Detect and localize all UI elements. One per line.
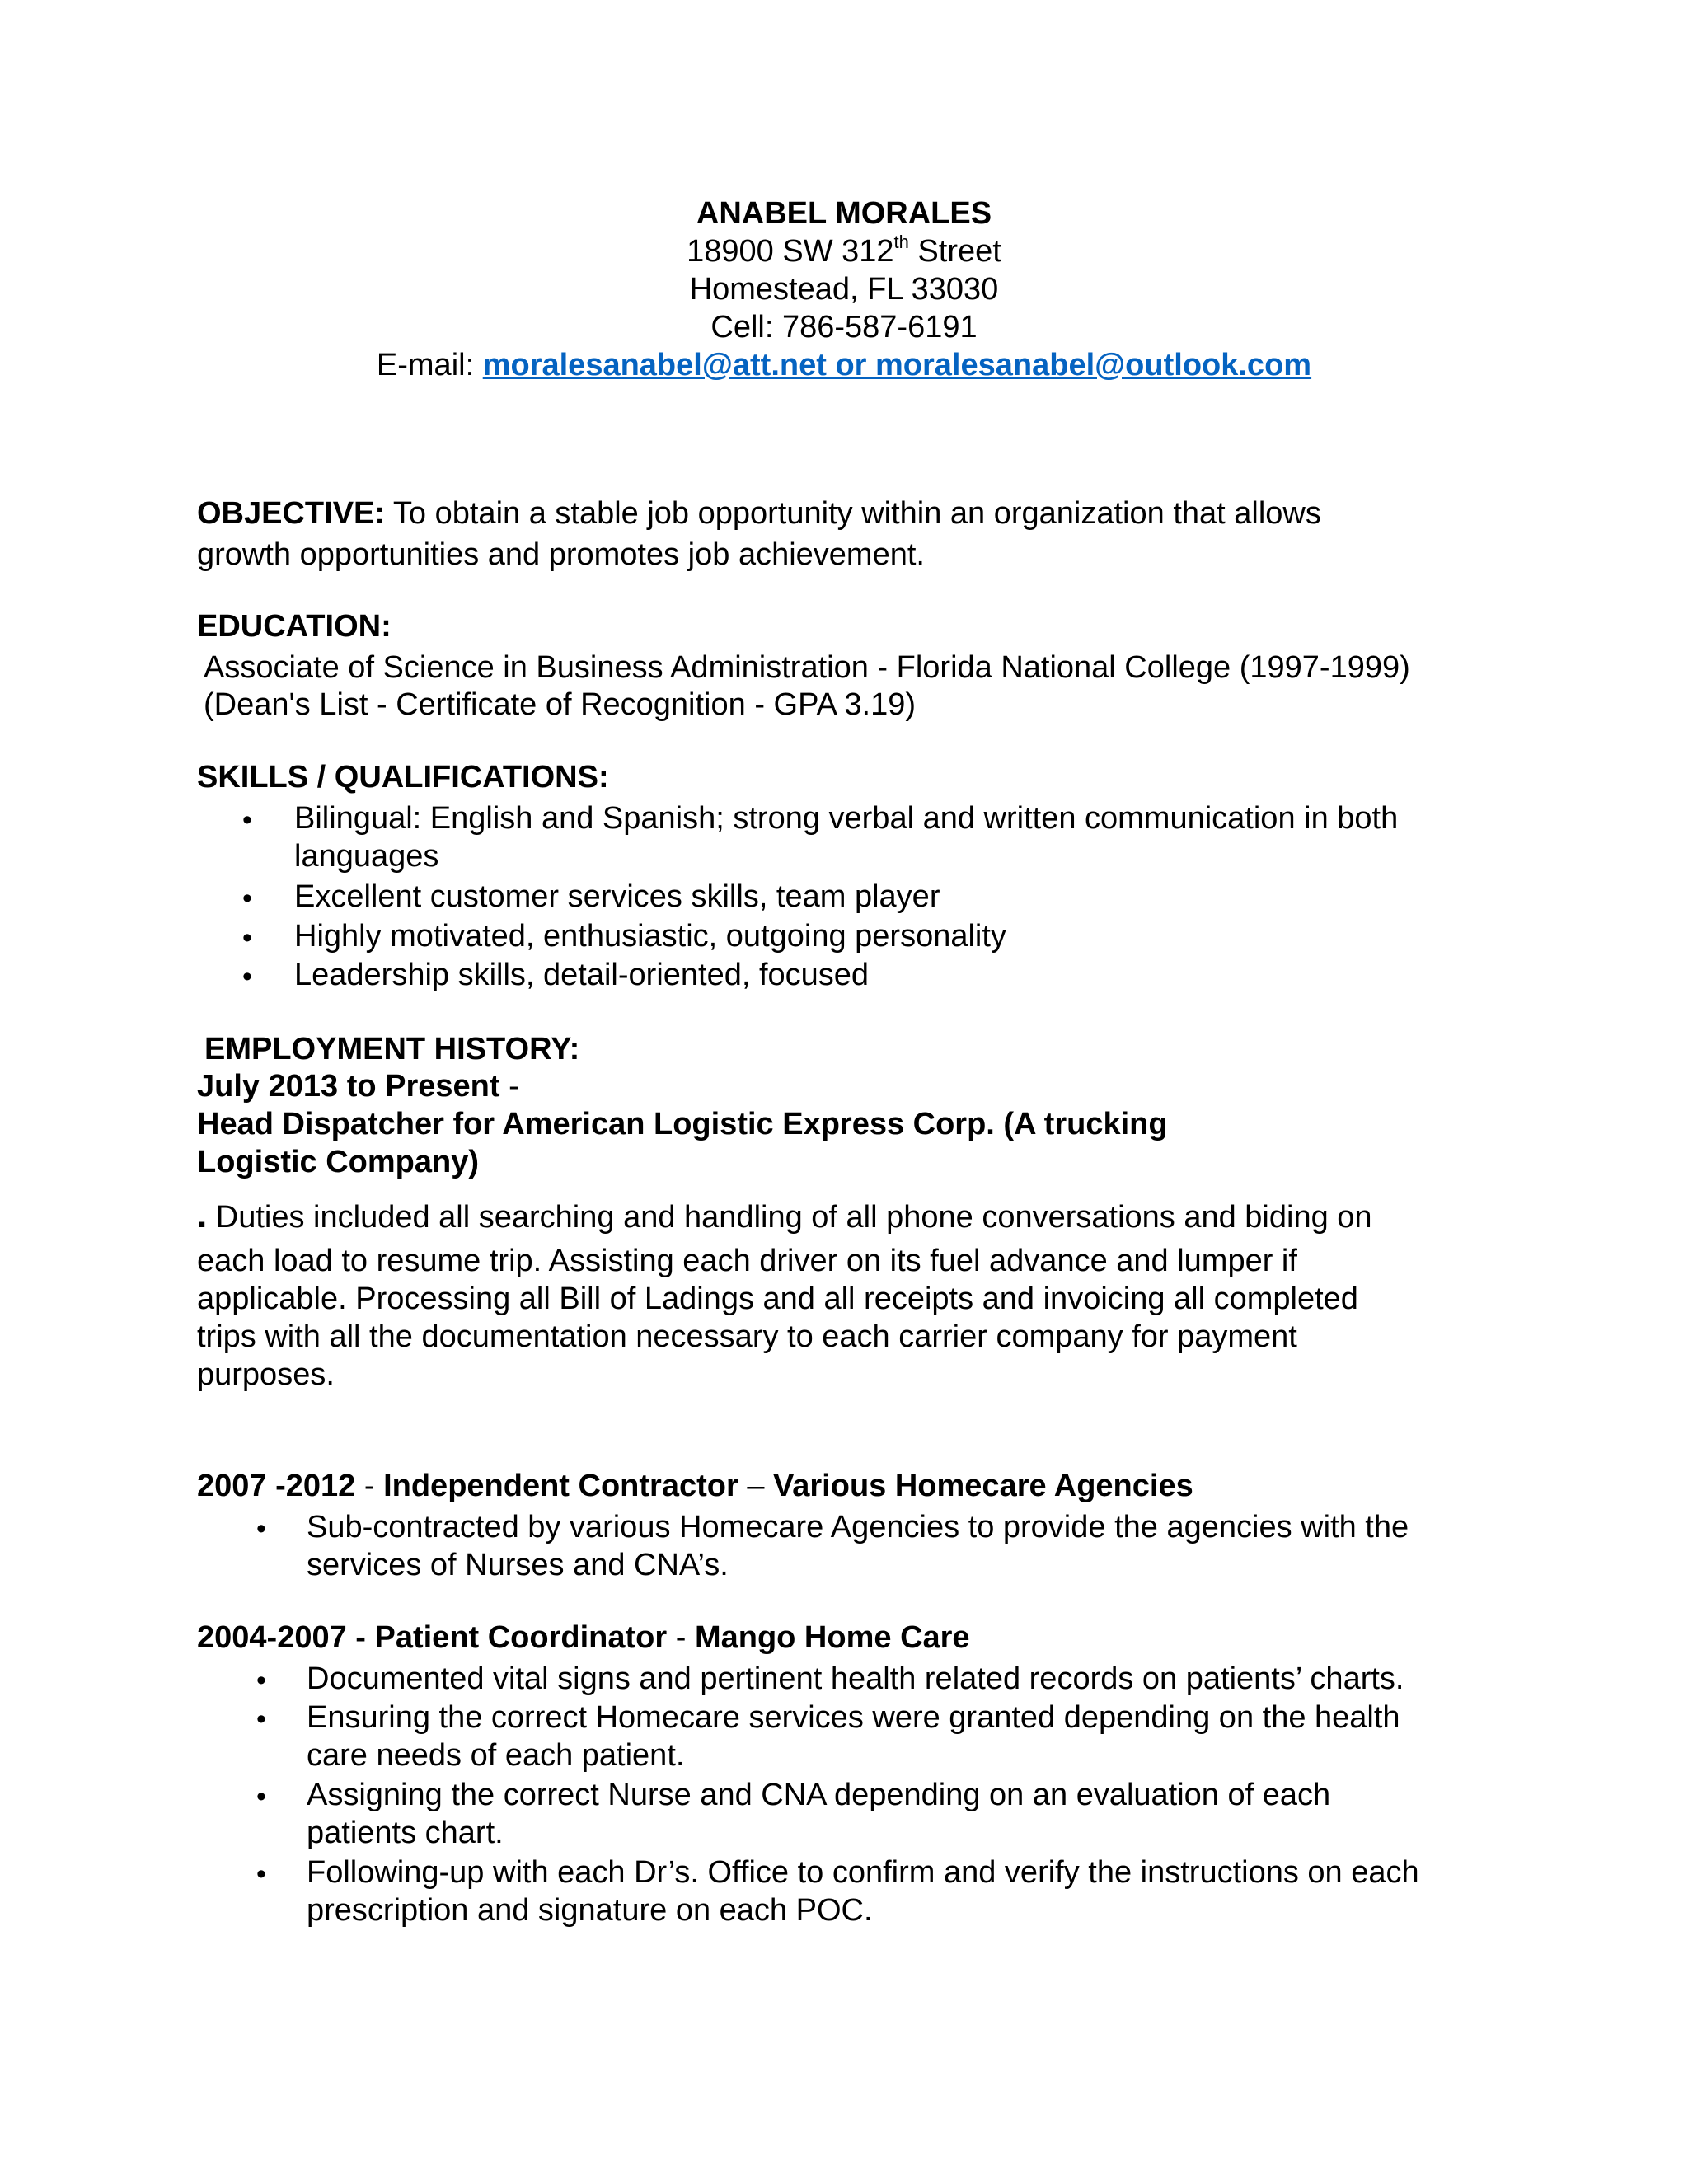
job2-dates: 2007 -2012 [197,1469,356,1503]
skill-item: Bilingual: English and Spanish; strong verbal and written communication in both [294,801,1399,836]
job3-duty-line: Documented vital signs and pertinent health related records on patients’ charts. [307,1661,1404,1696]
square-bullet-icon: . [197,1195,208,1235]
job2-bullet-line-2: services of Nurses and CNA’s. [307,1548,729,1582]
job3-duty-line: Ensuring the correct Homecare services were granted depending on the health [307,1700,1400,1735]
job1-title-line-2: Logistic Company) [197,1145,480,1179]
job1-dash: - [499,1069,519,1104]
job1-title-line-1: Head Dispatcher for American Logistic Express Corp. (A trucking [197,1107,1168,1141]
job1-duty-line-5: purposes. [197,1357,335,1392]
objective-label: OBJECTIVE: [197,496,386,531]
applicant-name: ANABEL MORALES [696,196,992,231]
bullet-icon: • [256,1665,266,1696]
bullet-icon: • [242,883,252,914]
bullet-icon: • [242,804,252,836]
job3-sep: - [667,1620,695,1655]
job3-duty-line: Assigning the correct Nurse and CNA depending on an evaluation of each [307,1778,1331,1812]
skill-item: Highly motivated, enthusiastic, outgoing personality [294,919,1006,954]
skill-item-continued: languages [294,839,439,874]
objective-text-1: To obtain a stable job opportunity within an organization that allows [385,496,1321,531]
job1-duty-text-1: Duties included all searching and handling of all phone conversations and biding on [207,1200,1372,1235]
skill-item: Leadership skills, detail-oriented, focused [294,958,870,992]
job2-company: Various Homecare Agencies [773,1469,1193,1503]
skills-heading: SKILLS / QUALIFICATIONS: [197,760,609,794]
education-heading: EDUCATION: [197,609,392,644]
education-degree: Associate of Science in Business Administration - Florida National College (1997-1999) [204,650,1410,685]
cell-line: Cell: 786-587-6191 [710,310,978,344]
bullet-icon: • [242,961,252,992]
job2-sep-2: – [738,1469,774,1503]
job3-title: 2004-2007 - Patient Coordinator [197,1620,668,1655]
skill-item: Excellent customer services skills, team player [294,879,940,914]
job2-sep-1: - [355,1469,384,1503]
job2-bullet-line-1: Sub-contracted by various Homecare Agencies to provide the agencies with the [307,1510,1409,1544]
job1-duty-line-4: trips with all the documentation necessary to each carrier company for payment [197,1319,1297,1354]
job1-duty-line-1 [197,1197,1372,1236]
job1-dates: July 2013 to Present [197,1069,500,1104]
job3-duty-line-continued: care needs of each patient. [307,1738,685,1773]
job1-duty-line-2: each load to resume trip. Assisting each driver on its fuel advance and lumper if [197,1244,1297,1278]
address-number: 18900 SW 312 [687,234,894,269]
job2-heading [197,1467,1193,1505]
bullet-icon: • [256,1781,266,1812]
bullet-icon: • [256,1704,266,1735]
city-line: Homestead, FL 33030 [689,272,999,307]
job3-duty-line-continued: prescription and signature on each POC. [307,1893,873,1928]
email-label: E-mail: [376,348,483,382]
objective-line-2: growth opportunities and promotes job achievement. [197,537,925,572]
bullet-icon: • [242,922,252,954]
education-honors: (Dean's List - Certificate of Recognition - GPA 3.19) [204,687,917,722]
job3-duty-line: Following-up with each Dr’s. Office to confirm and verify the instructions on each [307,1855,1419,1890]
employment-heading: EMPLOYMENT HISTORY: [204,1032,580,1066]
job2-title: Independent Contractor [383,1469,738,1503]
email-line [0,346,1688,384]
objective-line-1 [197,494,1321,532]
address-superscript: th [893,232,909,253]
job3-duty-line-continued: patients chart. [307,1816,504,1850]
job1-dates-line [197,1067,519,1105]
email-link[interactable]: moralesanabel@att.net or moralesanabel@outlook.com [482,348,1312,382]
address-street: Street [908,234,1001,269]
job1-duty-line-3: applicable. Processing all Bill of Ladings and all receipts and invoicing all completed [197,1282,1358,1316]
bullet-icon: • [256,1513,266,1544]
address-line [0,232,1688,270]
job3-heading [197,1619,970,1657]
job3-company: Mango Home Care [694,1620,970,1655]
bullet-icon: • [256,1858,266,1890]
